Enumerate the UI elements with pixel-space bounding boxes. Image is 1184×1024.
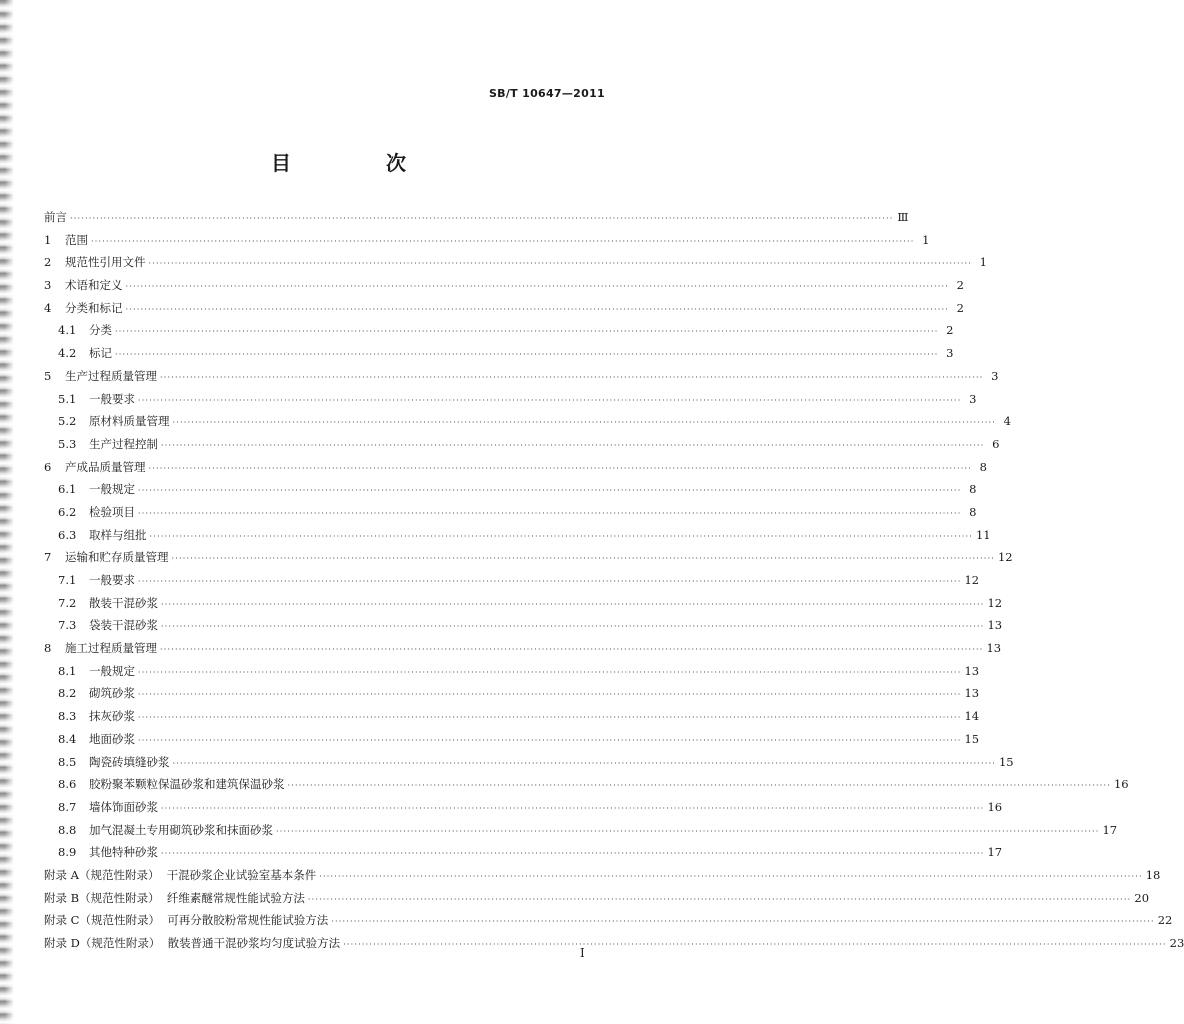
toc-entry-page: 17 (1102, 822, 1118, 837)
toc-entry-page: 18 (1145, 867, 1161, 882)
toc-entry-number: 7 (44, 550, 52, 565)
toc-entry-title: 检验项目 (89, 504, 135, 519)
toc-leader-dots: ···························································································································································································································· (319, 871, 1143, 881)
toc-entry-page: 16 (987, 799, 1003, 814)
toc-entry-number: 8.2 (58, 686, 77, 701)
toc-entry[interactable] (44, 410, 1011, 433)
toc-entry-title: 袋装干混砂浆 (89, 618, 158, 633)
toc-entry[interactable] (44, 274, 964, 297)
toc-entry-title: 墙体饰面砂浆 (89, 799, 158, 814)
toc-entry-page: 20 (1134, 890, 1150, 905)
toc-entry-number: 8.1 (58, 663, 77, 678)
toc-leader-dots: ···························································································································································································································· (287, 781, 1111, 791)
toc-entry-number: 5.1 (58, 391, 77, 406)
toc-entry[interactable] (44, 660, 980, 683)
toc-entry-title: 附录 D（规范性附录） 散装普通干混砂浆均匀度试验方法 (44, 936, 341, 950)
toc-entry-number: 1 (44, 232, 52, 247)
toc-leader-dots: ···························································································································································································································· (307, 894, 1132, 904)
toc-entry-title: 一般规定 (89, 482, 135, 497)
toc-entry-title: 前言 (44, 210, 67, 224)
toc-entry-number: 8.8 (58, 822, 77, 837)
toc-entry[interactable] (44, 705, 980, 728)
toc-entry[interactable] (44, 864, 1161, 887)
toc-entry-page: 4 (1003, 414, 1011, 429)
toc-leader-dots: ···························································································································································································································· (276, 826, 1100, 836)
toc-entry-number: 6 (44, 459, 52, 474)
toc-entry-title: 一般要求 (89, 573, 135, 587)
toc-leader-dots: ···························································································································································································································· (160, 372, 984, 382)
toc-leader-dots: ···························································································································································································································· (161, 803, 985, 813)
toc-leader-dots: ···························································································································································································································· (172, 758, 996, 768)
toc-entry-title: 地面砂浆 (89, 731, 135, 746)
toc-leader-dots: ···························································································································································································································· (125, 304, 949, 314)
toc-entry[interactable] (44, 909, 1173, 932)
toc-entry-page: 3 (969, 391, 977, 406)
toc-leader-dots: ···························································································································································································································· (343, 940, 1167, 949)
toc-entry-number: 5.2 (58, 414, 77, 429)
toc-entry-page: 3 (991, 368, 999, 383)
toc-entry-title: 运输和贮存质量管理 (65, 550, 169, 565)
toc-entry-title: 加气混凝土专用砌筑砂浆和抹面砂浆 (89, 822, 273, 837)
toc-leader-dots: ···························································································································································································································· (148, 259, 972, 269)
page-number: I (580, 946, 585, 960)
toc-leader-dots: ···························································································································································································································· (138, 667, 962, 677)
toc-leader-dots: ···························································································································································································································· (138, 508, 962, 518)
toc-entry-page: 8 (969, 482, 977, 497)
toc-entry-title: 胶粉聚苯颗粒保温砂浆和建筑保温砂浆 (89, 777, 285, 792)
toc-entry[interactable] (44, 524, 991, 547)
toc-leader-dots: ···························································································································································································································· (138, 486, 962, 496)
toc-leader-dots: ···························································································································································································································· (138, 395, 962, 405)
toc-entry-number: 5.3 (58, 436, 77, 451)
toc-entry[interactable] (44, 297, 964, 320)
toc-leader-dots: ···························································································································································································································· (160, 645, 984, 655)
toc-entry-title: 取样与组批 (89, 527, 147, 542)
toc-entry-title: 术语和定义 (65, 278, 123, 293)
toc-entry[interactable] (44, 932, 1184, 955)
toc-entry[interactable] (44, 365, 999, 388)
toc-entry-title: 陶瓷砖填缝砂浆 (89, 754, 170, 769)
toc-entry-page: 16 (1113, 777, 1129, 792)
toc-entry-page: 12 (997, 550, 1013, 565)
toc-leader-dots: ···························································································································································································································· (161, 622, 985, 632)
toc-entry-page: 2 (946, 323, 954, 338)
page-title: 目 次 (271, 151, 450, 175)
toc-entry[interactable] (44, 229, 930, 252)
toc-leader-dots: ···························································································································································································································· (115, 327, 939, 337)
toc-entry-page: 1 (922, 232, 930, 247)
toc-leader-dots: ···························································································································································································································· (148, 463, 972, 473)
toc-entry-number: 5 (44, 368, 52, 383)
toc-entry-number: 7.3 (58, 618, 77, 633)
toc-entry-number: 8.7 (58, 799, 77, 814)
toc-entry[interactable] (44, 478, 977, 501)
toc-entry[interactable] (44, 433, 1000, 456)
toc-leader-dots: ···························································································································································································································· (138, 735, 962, 745)
toc-leader-dots: ···························································································································································································································· (149, 531, 973, 541)
toc-entry-title: 抹灰砂浆 (89, 709, 135, 724)
toc-entry[interactable] (44, 841, 1003, 864)
toc-entry[interactable] (44, 773, 1129, 796)
toc-entry-page: 12 (987, 595, 1003, 610)
toc-entry-title: 一般要求 (89, 391, 135, 406)
toc-entry-page: 23 (1169, 936, 1184, 950)
toc-entry-title: 分类 (89, 323, 112, 338)
toc-entry-page: 13 (964, 663, 980, 678)
table-of-contents (44, 206, 1184, 955)
toc-entry-title: 生产过程质量管理 (65, 368, 157, 383)
toc-entry-title: 分类和标记 (65, 300, 123, 315)
toc-leader-dots: ···························································································································································································································· (161, 849, 985, 859)
toc-entry-page: 8 (979, 459, 987, 474)
toc-entry-number: 8.5 (58, 754, 77, 769)
toc-entry-page: 11 (975, 527, 991, 542)
toc-entry-number: 4.1 (58, 323, 77, 338)
toc-leader-dots: ···························································································································································································································· (171, 554, 995, 564)
toc-entry-number: 6.3 (58, 527, 77, 542)
toc-entry-title: 规范性引用文件 (65, 255, 146, 270)
toc-leader-dots: ···························································································································································································································· (331, 917, 1155, 927)
toc-entry-page: 12 (964, 573, 980, 587)
toc-leader-dots: ···························································································································································································································· (115, 350, 939, 360)
toc-entry-number: 7.1 (58, 573, 77, 587)
toc-leader-dots: ···························································································································································································································· (161, 440, 985, 450)
toc-entry-page: 1 (979, 255, 987, 270)
toc-entry-title: 砌筑砂浆 (89, 686, 135, 701)
toc-entry[interactable] (44, 592, 1003, 615)
toc-entry-page: 13 (987, 618, 1003, 633)
toc-entry[interactable] (44, 388, 977, 411)
toc-leader-dots: ···························································································································································································································· (161, 599, 985, 609)
toc-entry-number: 8.4 (58, 731, 77, 746)
toc-entry-number: 8.3 (58, 709, 77, 724)
toc-entry-title: 原材料质量管理 (89, 414, 170, 429)
toc-entry[interactable] (44, 501, 977, 524)
toc-entry-page: 2 (956, 300, 964, 315)
toc-leader-dots: ···························································································································································································································· (91, 236, 915, 246)
toc-entry-title: 产成品质量管理 (65, 459, 146, 474)
toc-entry-number: 4.2 (58, 346, 77, 361)
toc-entry-title: 附录 B（规范性附录） 纤维素醚常规性能试验方法 (44, 890, 305, 905)
toc-entry[interactable] (44, 887, 1150, 910)
toc-entry-page: 8 (969, 504, 977, 519)
toc-entry[interactable] (44, 637, 1002, 660)
toc-entry-number: 6.1 (58, 482, 77, 497)
toc-leader-dots: ···························································································································································································································· (138, 577, 962, 586)
toc-entry-page: Ⅲ (897, 210, 909, 224)
toc-entry-number: 2 (44, 255, 52, 270)
toc-entry-title: 散装干混砂浆 (89, 595, 158, 610)
toc-entry[interactable] (44, 342, 954, 365)
toc-leader-dots: ···························································································································································································································· (138, 713, 962, 723)
toc-entry-title: 一般规定 (89, 663, 135, 678)
toc-entry-page: 2 (956, 278, 964, 293)
toc-entry-number: 7.2 (58, 595, 77, 610)
toc-entry[interactable] (44, 614, 1003, 637)
toc-entry[interactable] (44, 569, 980, 592)
toc-entry-number: 8.6 (58, 777, 77, 792)
toc-entry-number: 4 (44, 300, 52, 315)
toc-entry[interactable] (44, 819, 1118, 842)
toc-entry[interactable] (44, 319, 954, 342)
toc-entry-title: 范围 (65, 232, 88, 247)
toc-leader-dots: ···························································································································································································································· (125, 282, 949, 292)
toc-entry-page: 22 (1157, 913, 1173, 928)
toc-leader-dots: ···························································································································································································································· (138, 690, 962, 700)
toc-entry[interactable] (44, 728, 980, 751)
toc-entry[interactable] (44, 546, 1013, 569)
toc-entry-number: 3 (44, 278, 52, 293)
toc-entry-page: 15 (998, 754, 1014, 769)
toc-entry[interactable] (44, 796, 1003, 819)
toc-entry-page: 15 (964, 731, 980, 746)
standard-code: SB/T 10647—2011 (488, 87, 605, 100)
toc-entry-number: 6.2 (58, 504, 77, 519)
toc-entry-number: 8.9 (58, 845, 77, 860)
toc-entry-page: 6 (992, 436, 1000, 451)
toc-entry[interactable] (44, 251, 987, 274)
toc-entry[interactable] (44, 456, 987, 479)
toc-leader-dots: ···························································································································································································································· (70, 214, 894, 223)
toc-entry-page: 13 (986, 641, 1002, 656)
toc-entry-title: 生产过程控制 (89, 436, 158, 451)
toc-entry-title: 标记 (89, 346, 112, 361)
toc-entry[interactable] (44, 206, 909, 229)
toc-entry-title: 附录 C（规范性附录） 可再分散胶粉常规性能试验方法 (44, 913, 329, 928)
toc-entry-title: 施工过程质量管理 (65, 641, 157, 656)
toc-entry-title: 其他特种砂浆 (89, 845, 158, 860)
toc-entry-title: 附录 A（规范性附录） 干混砂浆企业试验室基本条件 (44, 867, 317, 882)
toc-entry-page: 3 (946, 346, 954, 361)
toc-entry-page: 17 (987, 845, 1003, 860)
toc-entry[interactable] (44, 682, 980, 705)
toc-leader-dots: ···························································································································································································································· (172, 418, 996, 428)
toc-entry-number: 8 (44, 641, 52, 656)
toc-entry-page: 13 (964, 686, 980, 701)
toc-entry-page: 14 (964, 709, 980, 724)
toc-entry[interactable] (44, 751, 1014, 774)
